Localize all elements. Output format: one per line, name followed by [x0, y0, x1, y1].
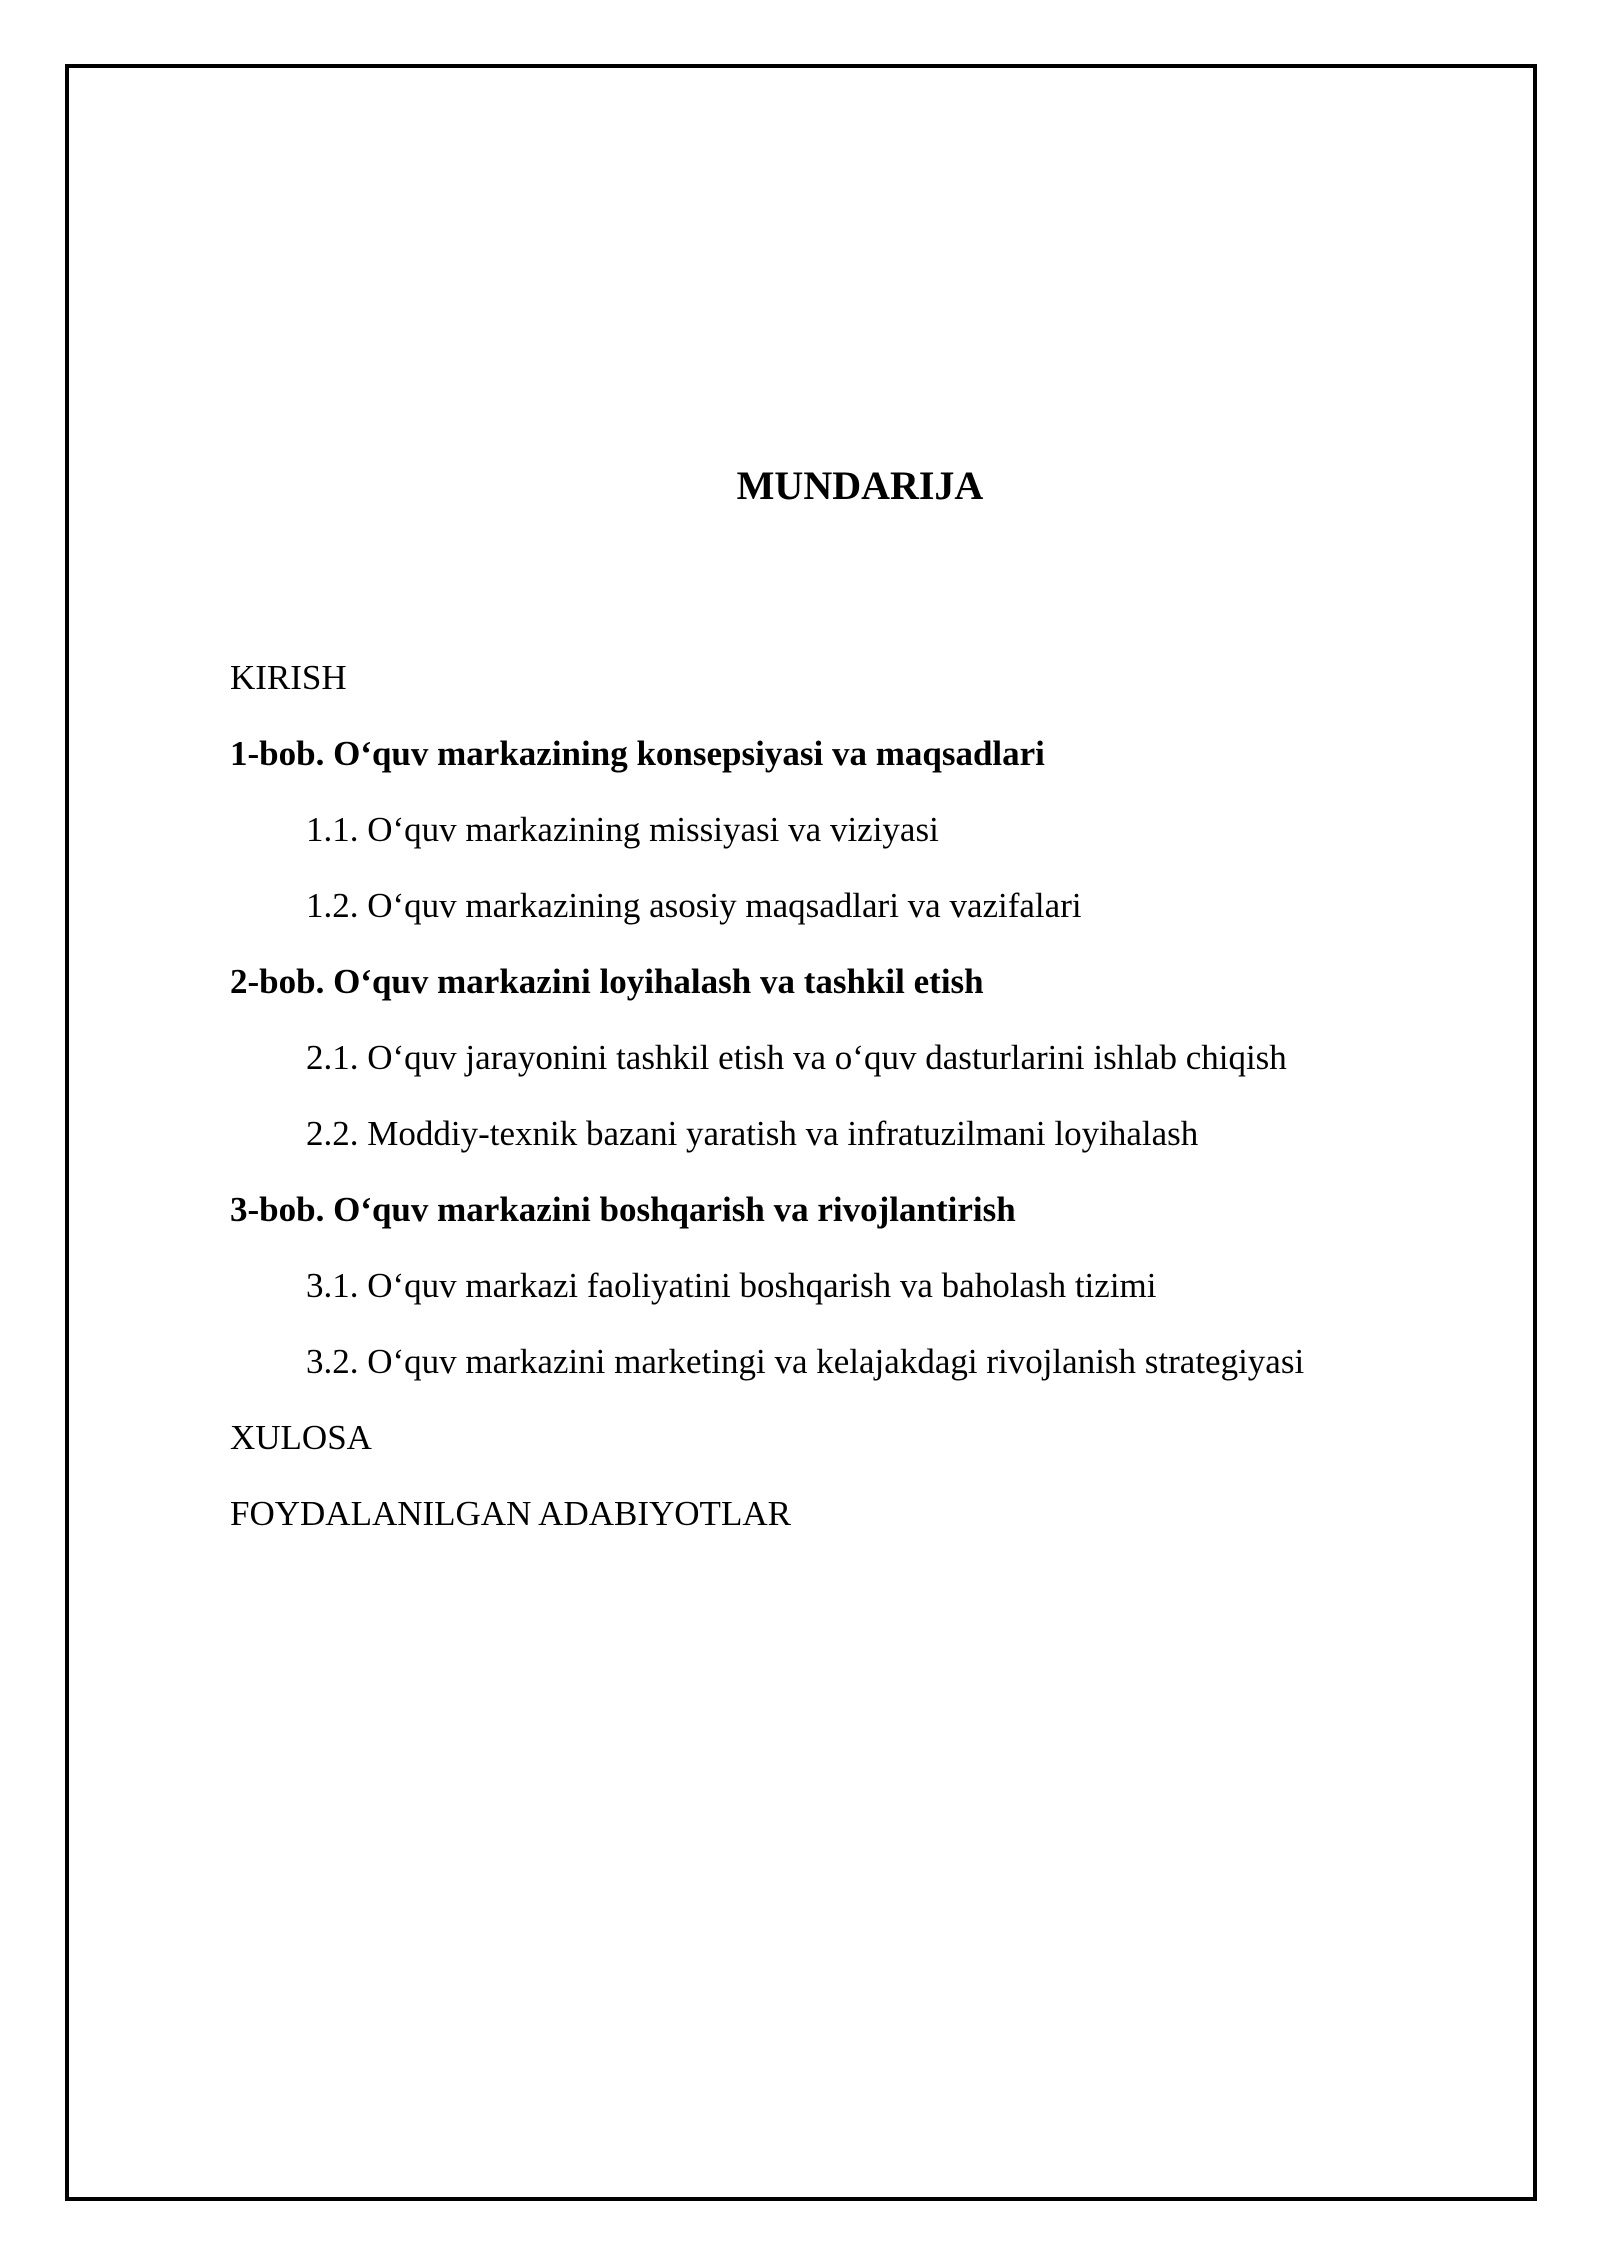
toc-section-1-1: 1.1. O‘quv markazining missiyasi va viziyasi — [306, 810, 939, 849]
toc-section-3-1: 3.1. O‘quv markazi faoliyatini boshqarish va baholash tizimi — [306, 1266, 1157, 1305]
toc-chapter-3: 3-bob. O‘quv markazini boshqarish va rivojlantirish — [230, 1190, 1016, 1229]
toc-chapter-2: 2-bob. O‘quv markazini loyihalash va tashkil etish — [230, 962, 984, 1001]
toc-section-3-2: 3.2. O‘quv markazini marketingi va kelajakdagi rivojlanish strategiyasi — [306, 1342, 1305, 1381]
toc-chapter-1: 1-bob. O‘quv markazining konsepsiyasi va maqsadlari — [230, 734, 1045, 773]
toc-section-1-2: 1.2. O‘quv markazining asosiy maqsadlari va vazifalari — [306, 886, 1082, 925]
toc-entry-conclusion: XULOSA — [230, 1418, 372, 1457]
toc-entry-references: FOYDALANILGAN ADABIYOTLAR — [230, 1494, 791, 1533]
toc-entry-introduction: KIRISH — [230, 658, 347, 697]
table-of-contents — [230, 640, 1490, 1552]
toc-section-2-1: 2.1. O‘quv jarayonini tashkil etish va o‘quv dasturlarini ishlab chiqish — [306, 1038, 1287, 1077]
toc-section-2-2: 2.2. Moddiy-texnik bazani yaratish va infratuzilmani loyihalash — [306, 1114, 1199, 1153]
page-title: MUNDARIJA — [736, 463, 984, 508]
